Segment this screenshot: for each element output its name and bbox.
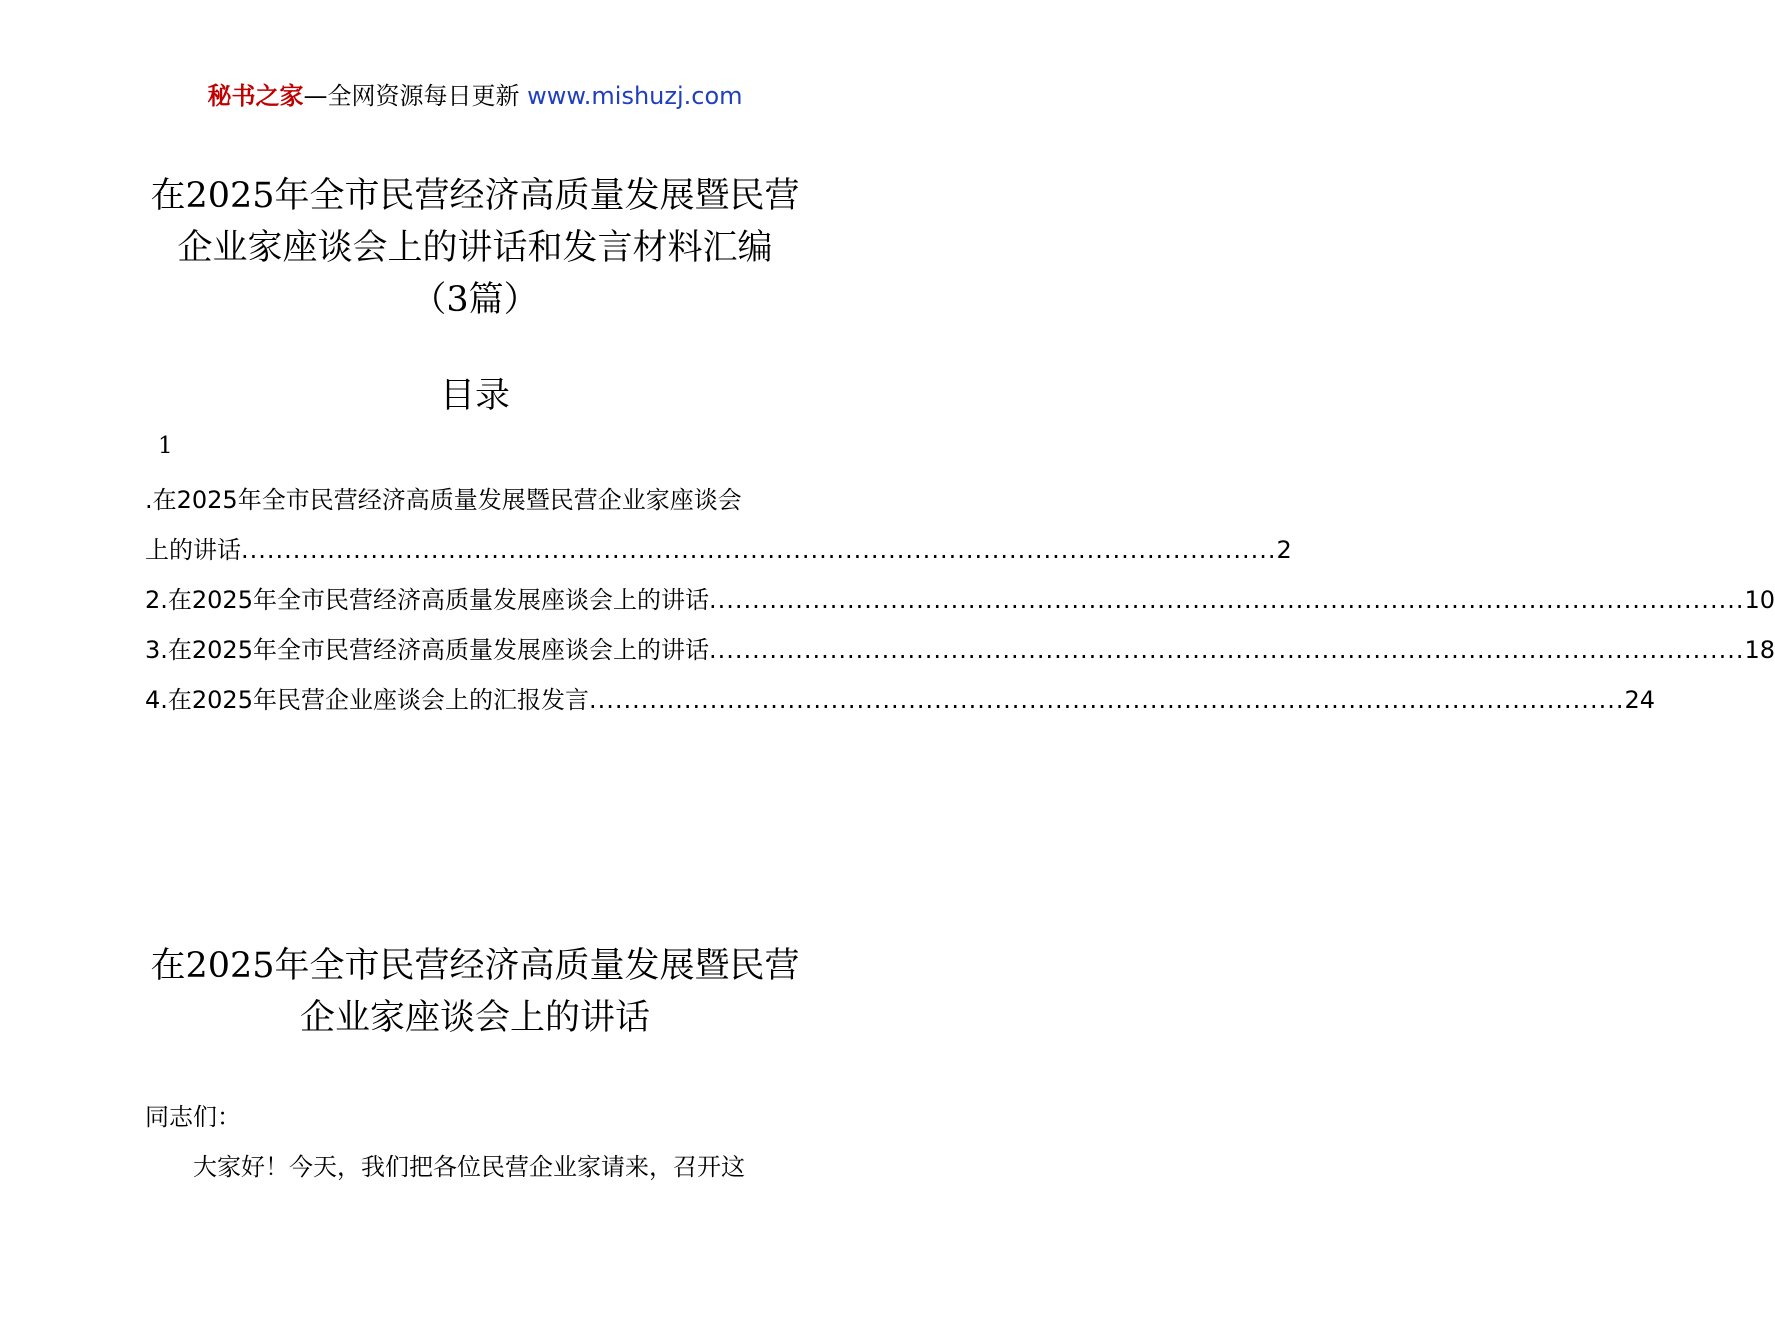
toc-entry-text: .在2025年全市民营经济高质量发展暨民营企业家座谈会 (145, 486, 742, 514)
body-paragraph: 大家好！今天，我们把各位民营企业家请来，召开这 (193, 1153, 745, 1181)
article-title-line: 在2025年全市民营经济高质量发展暨民营 (150, 946, 800, 986)
site-url-link[interactable]: www.mishuzj.com (527, 82, 743, 110)
toc-page-number: 2 (1276, 536, 1292, 564)
toc-entry-4[interactable] (145, 675, 1655, 725)
toc-page-number: 18 (1744, 636, 1775, 664)
article-title (100, 940, 850, 1044)
table-of-contents (145, 475, 1775, 725)
toc-entry-text: 上的讲话 (145, 536, 241, 564)
toc-leader-dots: ........................................................................................................................ (708, 636, 1745, 664)
document-title-line: 在2025年全市民营经济高质量发展暨民营 (150, 176, 800, 216)
toc-stray-page-number: 1 (158, 433, 173, 459)
document-title (100, 170, 850, 326)
toc-entry-2[interactable] (145, 575, 1775, 625)
toc-leader-dots: ........................................................................................................................ (708, 586, 1745, 614)
document-title-line: 企业家座谈会上的讲话和发言材料汇编 (177, 228, 773, 268)
toc-entry-text: 2.在2025年全市民营经济高质量发展座谈会上的讲话 (145, 586, 709, 614)
toc-heading: 目录 (439, 376, 510, 416)
toc-page-number: 24 (1624, 686, 1655, 714)
toc-entry-text: 4.在2025年民营企业座谈会上的汇报发言 (145, 686, 589, 714)
banner-tagline: 全网资源每日更新 (327, 82, 520, 110)
document-title-line: （3篇） (411, 280, 539, 320)
toc-entry-1-line-1[interactable] (145, 475, 805, 525)
site-brand: 秘书之家 (207, 82, 304, 110)
toc-entry-text: 3.在2025年全市民营经济高质量发展座谈会上的讲话 (145, 636, 709, 664)
site-banner (0, 80, 950, 112)
toc-page-number: 10 (1744, 586, 1775, 614)
banner-separator: — (303, 82, 328, 110)
article-title-line: 企业家座谈会上的讲话 (299, 998, 650, 1038)
salutation: 同志们： (145, 1103, 241, 1131)
toc-leader-dots: ........................................................................................................................ (241, 536, 1277, 564)
toc-entry-3[interactable] (145, 625, 1775, 675)
toc-entry-1-line-2[interactable] (145, 525, 1292, 575)
toc-leader-dots: ........................................................................................................................ (588, 686, 1625, 714)
